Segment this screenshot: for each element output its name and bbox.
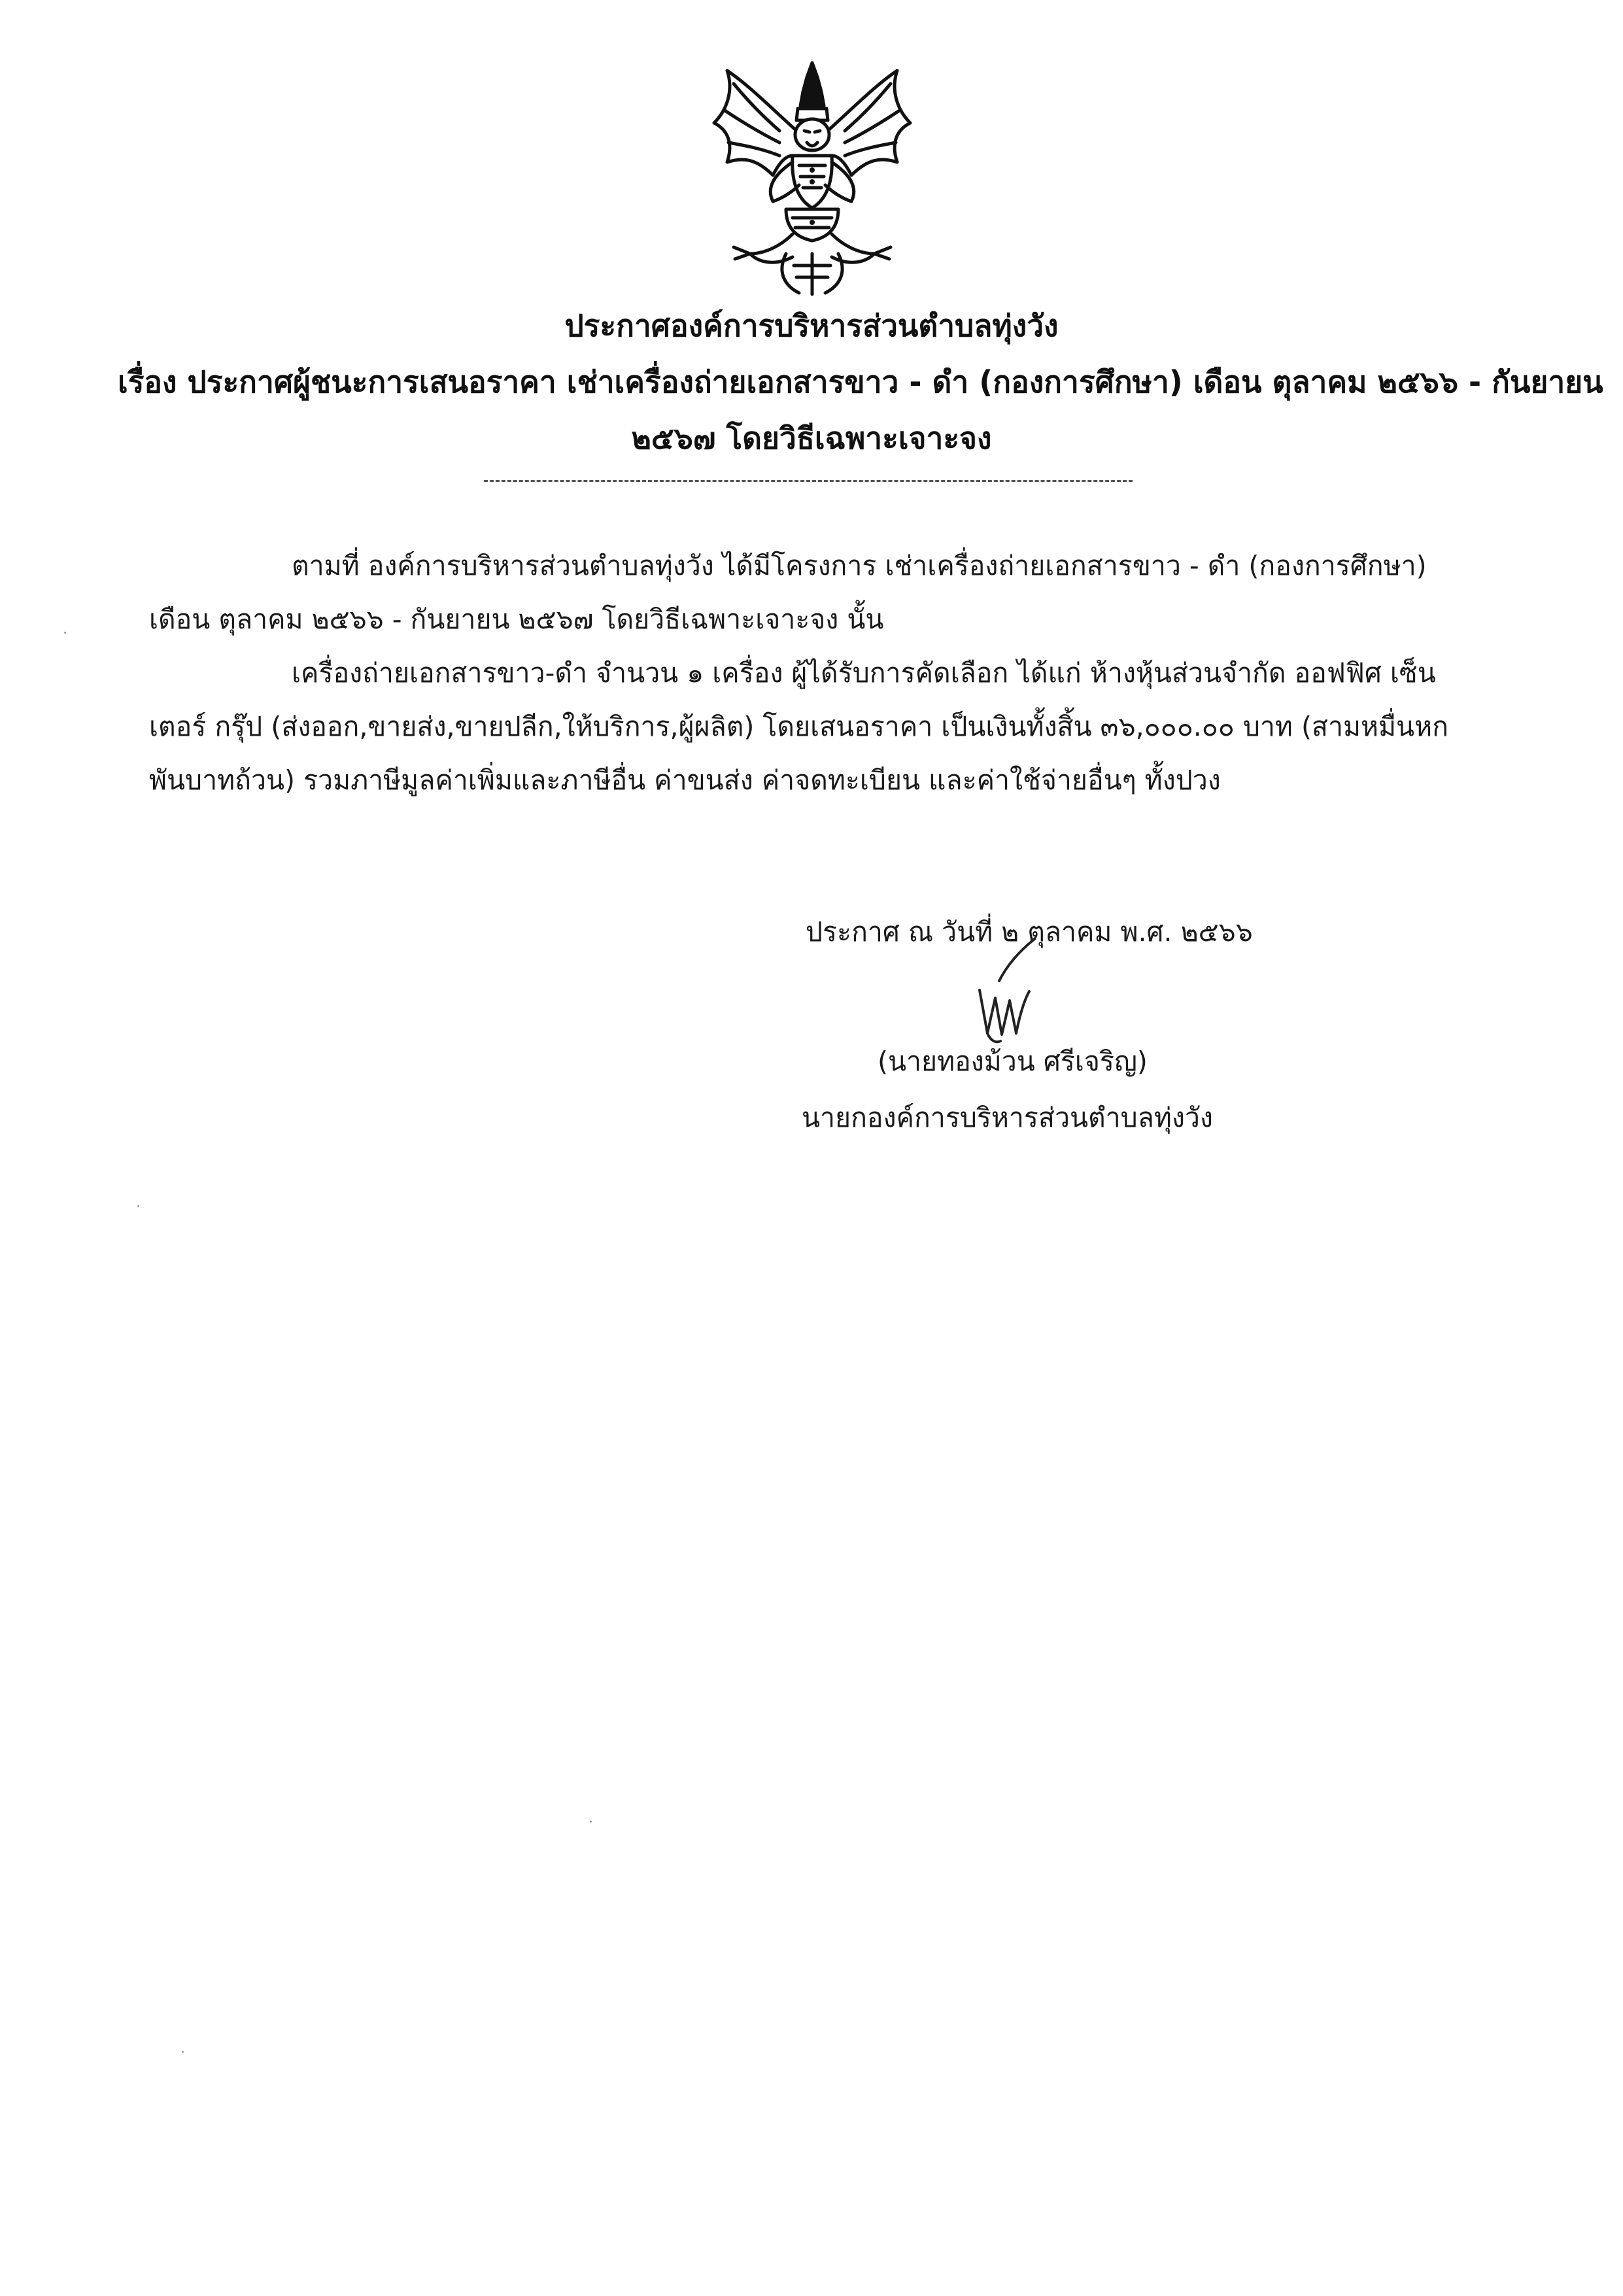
garuda-emblem-icon [688,58,936,300]
paragraph-1-line-1: ตามที่ องค์การบริหารส่วนตำบลทุ่งวัง ได้มีโครงการ เช่าเครื่องถ่ายเอกสารขาว - ดำ (กองการศึกษา) [292,550,1427,581]
paragraph-2-line-3: พันบาทถ้วน) รวมภาษีมูลค่าเพิ่มและภาษีอื่น ค่าขนส่ง ค่าจดทะเบียน และค่าใช้จ่ายอื่นๆ ทั้งปวง [149,764,1221,796]
scan-speck [590,1821,592,1823]
dashed-separator [484,480,1133,482]
scan-speck [137,1205,139,1207]
scan-speck [64,632,66,634]
announcement-heading: ประกาศองค์การบริหารส่วนตำบลทุ่งวัง [564,308,1059,343]
signatory-name: (นายทองม้วน ศรีเจริญ) [878,1046,1148,1077]
subject-line-2: ๒๕๖๗ โดยวิธีเฉพาะเจาะจง [631,420,992,456]
announcement-date: ประกาศ ณ วันที่ ๒ ตุลาคม พ.ศ. ๒๕๖๖ [806,916,1253,948]
scan-speck [182,2051,184,2053]
paragraph-1-line-2: เดือน ตุลาคม ๒๕๖๖ - กันยายน ๒๕๖๗ โดยวิธีเฉพาะเจาะจง นั้น [149,604,884,635]
paragraph-2-line-1: เครื่องถ่ายเอกสารขาว-ดำ จำนวน ๑ เครื่อง ผู้ได้รับการคัดเลือก ได้แก่ ห้างหุ้นส่วนจำกัด ออฟฟิศ เซ็น [292,657,1436,689]
handwritten-signature-icon [961,935,1040,1046]
signatory-position: นายกองค์การบริหารส่วนตำบลทุ่งวัง [802,1102,1213,1133]
paragraph-2-line-2: เตอร์ กรุ๊ป (ส่งออก,ขายส่ง,ขายปลีก,ให้บริการ,ผู้ผลิต) โดยเสนอราคา เป็นเงินทั้งสิ้น ๓๖,๐๐๐.๐๐ บาท (สามหมื่นหก [149,711,1448,742]
subject-line-1: เรื่อง ประกาศผู้ชนะการเสนอราคา เช่าเครื่องถ่ายเอกสารขาว - ดำ (กองการศึกษา) เดือน ตุลาคม ๒๕๖๖ - กันยายน [118,364,1603,400]
